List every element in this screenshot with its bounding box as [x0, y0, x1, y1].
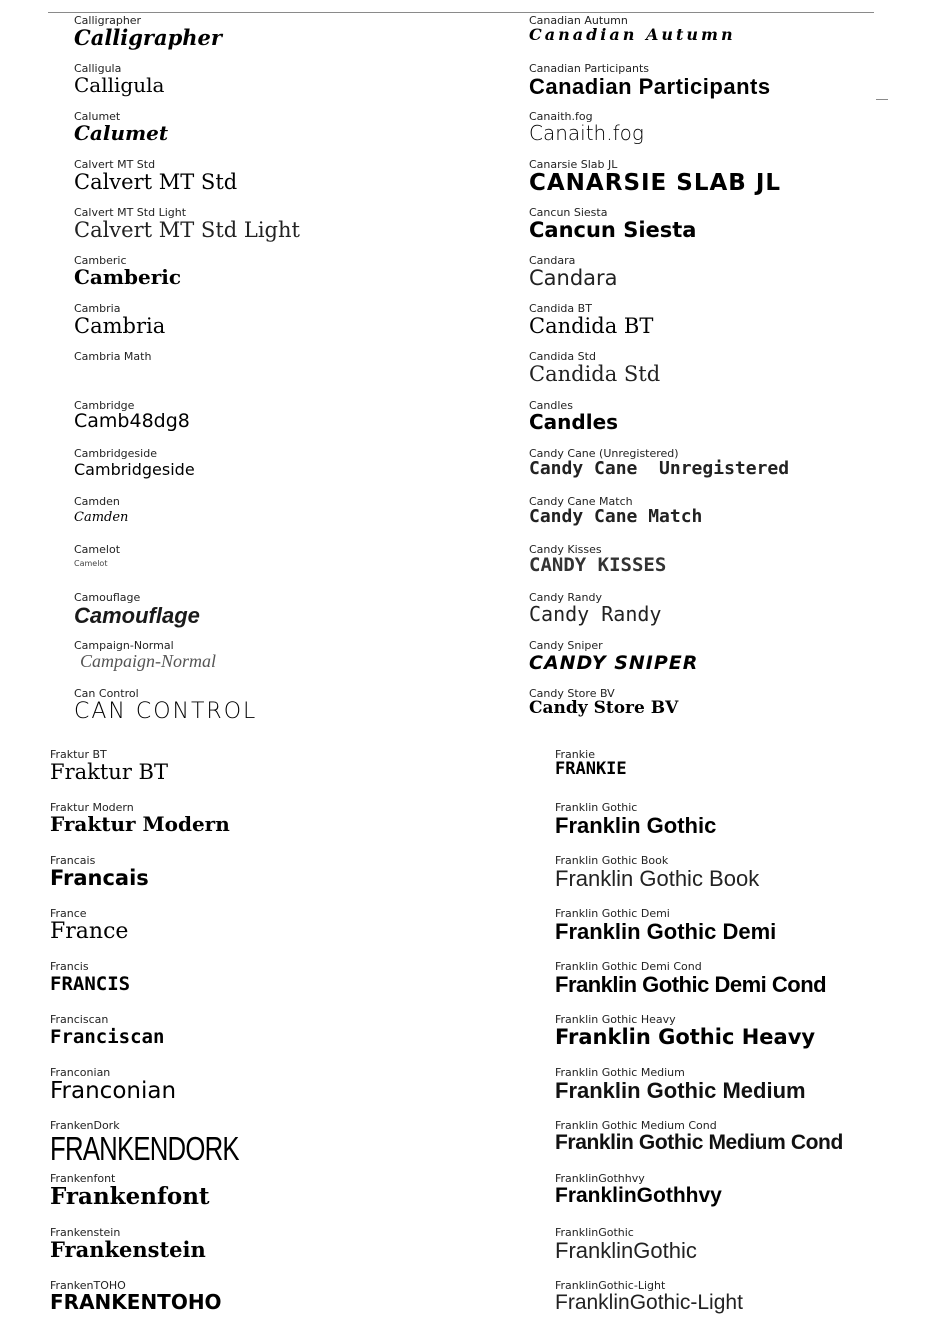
font-sample: CAN CONTROL — [74, 699, 258, 724]
font-entry-camouflage — [74, 592, 200, 627]
font-sample: Calvert MT Std Light — [74, 218, 300, 242]
font-sample: FRANKIE — [555, 759, 627, 779]
font-name: Canadian Participants — [529, 62, 649, 75]
font-name: Candida Std — [529, 350, 596, 363]
font-name: Franciscan — [50, 1013, 109, 1026]
font-entry-camelot — [74, 544, 120, 568]
font-name: Frankenstein — [50, 1226, 121, 1239]
font-entry-cancun-siesta — [529, 207, 696, 241]
font-entry-frankendork — [50, 1120, 292, 1167]
font-entry-candles — [529, 400, 618, 433]
font-entry-cambridge — [74, 400, 190, 432]
font-name: Franconian — [50, 1066, 111, 1079]
font-entry-franklin-gothic-book — [555, 855, 759, 890]
font-sample: Franklin Gothic Demi Cond — [555, 972, 827, 997]
font-sample: Cambridgeside — [74, 460, 195, 479]
font-sample: Franklin Gothic — [555, 813, 717, 838]
font-name: Franklin Gothic Book — [555, 854, 669, 867]
font-sample: Camberic — [74, 265, 182, 289]
font-sample: FRANCIS — [50, 973, 131, 995]
font-name: Candy Cane Match — [529, 495, 633, 508]
font-sample: Calligrapher — [74, 25, 222, 50]
font-name: Cancun Siesta — [529, 206, 608, 219]
font-name: Canarsie Slab JL — [529, 158, 618, 171]
font-entry-franklin-gothic-medium — [555, 1067, 806, 1102]
font-name: France — [50, 907, 87, 920]
font-name: Fraktur BT — [50, 748, 107, 761]
font-name: Franklin Gothic Demi — [555, 907, 670, 920]
font-sample: Calvert MT Std — [74, 170, 238, 194]
font-entry-candy-cane-unregistered — [529, 448, 789, 479]
font-sample: FRANKENTOHO — [50, 1290, 222, 1314]
font-entry-camden — [74, 496, 128, 525]
font-sample: Franklin Gothic Book — [555, 866, 760, 891]
font-name: Cambria Math — [74, 350, 152, 363]
font-sample: Camden — [74, 510, 129, 525]
font-sample: Frankenstein — [50, 1237, 206, 1262]
margin-dash — [876, 99, 888, 100]
font-entry-cambridgeside — [74, 448, 195, 479]
font-sample: CANDY SNIPER — [529, 652, 699, 674]
font-sample: Cambria — [74, 314, 166, 338]
font-name: Canadian Autumn — [529, 14, 628, 27]
font-name: Frankie — [555, 748, 595, 761]
font-entry-franklin-gothic-heavy — [555, 1014, 815, 1048]
font-sample: Frankenfont — [50, 1183, 210, 1210]
font-sample: Canadian Autumn — [529, 25, 736, 44]
font-name: Camouflage — [74, 591, 141, 604]
font-entry-campaign-normal — [74, 640, 216, 671]
font-entry-canadian-participants — [529, 63, 771, 98]
font-sample: Franciscan — [50, 1026, 165, 1048]
font-name: Calumet — [74, 110, 121, 123]
font-entry-franklingothic-light — [555, 1280, 743, 1314]
font-name: Cambridgeside — [74, 447, 157, 460]
font-name: Campaign-Normal — [74, 639, 174, 652]
font-entry-franciscan — [50, 1014, 164, 1048]
font-entry-calvert-mt-std — [74, 159, 237, 193]
font-entry-fraktur-modern — [50, 802, 230, 835]
font-sample: Franklin Gothic Medium — [555, 1078, 806, 1103]
font-name: Candy Kisses — [529, 543, 602, 556]
font-name: Canaith.fog — [529, 110, 593, 123]
font-entry-canadian-autumn — [529, 15, 736, 44]
font-sample: FranklinGothhvy — [555, 1184, 722, 1207]
font-sample: CANDY KISSES — [529, 554, 667, 576]
font-name: Cambria — [74, 302, 121, 315]
font-sample: Camelot — [74, 559, 108, 568]
font-name: Cambridge — [74, 399, 135, 412]
font-sample: Franklin Gothic Heavy — [555, 1025, 816, 1049]
font-name: Calvert MT Std — [74, 158, 156, 171]
font-sample: FranklinGothic — [555, 1238, 697, 1263]
font-entry-can-control — [74, 688, 257, 723]
font-sample: Canaith.fog — [529, 121, 644, 145]
font-sample: Candy Randy — [529, 602, 662, 626]
font-sample: Candida BT — [529, 314, 654, 338]
font-name: FrankenTOHO — [50, 1279, 126, 1292]
font-entry-frankie — [555, 749, 627, 779]
font-name: Calvert MT Std Light — [74, 206, 187, 219]
font-sample: Franconian — [50, 1078, 177, 1104]
font-sample: France — [50, 919, 129, 944]
font-entry-frankenstein — [50, 1227, 206, 1261]
font-entry-francais — [50, 855, 149, 889]
font-entry-franklingothhvy — [555, 1173, 722, 1207]
font-entry-candy-kisses — [529, 544, 666, 576]
font-name: Candy Store BV — [529, 687, 615, 700]
font-name: Franklin Gothic Heavy — [555, 1013, 676, 1026]
font-entry-candy-randy — [529, 592, 661, 625]
font-sample: Camouflage — [74, 603, 200, 628]
font-sample: Candida Std — [529, 362, 661, 386]
top-rule — [48, 12, 874, 13]
font-entry-canaith-fog — [529, 111, 644, 144]
font-entry-franklingothic — [555, 1227, 697, 1262]
font-entry-franklin-gothic — [555, 802, 716, 837]
font-entry-francis — [50, 961, 130, 995]
font-name: Calligula — [74, 62, 122, 75]
font-sample: Campaign-Normal — [80, 651, 217, 671]
font-entry-candida-bt — [529, 303, 653, 337]
font-entry-cambria-math — [74, 351, 151, 363]
font-sample: Franklin Gothic Demi — [555, 919, 777, 944]
font-name: Can Control — [74, 687, 139, 700]
font-entry-franklin-gothic-demi-cond — [555, 961, 826, 996]
font-name: Frankenfont — [50, 1172, 116, 1185]
font-entry-camberic — [74, 255, 181, 288]
font-sample: Calumet — [74, 121, 169, 145]
font-name: Candy Sniper — [529, 639, 603, 652]
font-name: Franklin Gothic Demi Cond — [555, 960, 702, 973]
font-sample: Canadian Participants — [529, 74, 771, 99]
font-entry-calligrapher — [74, 15, 222, 49]
font-entry-franklin-gothic-medium-cond — [555, 1120, 843, 1154]
font-name: FranklinGothhvy — [555, 1172, 645, 1185]
font-name: Camelot — [74, 543, 121, 556]
font-sample: CANARSIE SLAB JL — [529, 170, 782, 196]
font-entry-frankentoho — [50, 1280, 222, 1313]
font-entry-fraktur-bt — [50, 749, 168, 783]
font-name: Franklin Gothic — [555, 801, 638, 814]
font-name: Candy Randy — [529, 591, 602, 604]
font-name: Francis — [50, 960, 89, 973]
font-name: Calligrapher — [74, 14, 142, 27]
font-entry-candy-cane-match — [529, 496, 702, 527]
font-name: Francais — [50, 854, 96, 867]
font-name: Candles — [529, 399, 573, 412]
font-sample: Candy Cane Match — [529, 506, 703, 527]
font-entry-candara — [529, 255, 618, 289]
font-entry-frankenfont — [50, 1173, 210, 1209]
font-entry-candy-sniper — [529, 640, 698, 674]
font-sample: Candles — [529, 410, 619, 434]
font-name: Franklin Gothic Medium — [555, 1066, 685, 1079]
font-name: FrankenDork — [50, 1119, 120, 1132]
font-entry-franconian — [50, 1067, 176, 1103]
font-sample: FranklinGothic-Light — [555, 1291, 743, 1314]
font-name: FranklinGothic — [555, 1226, 634, 1239]
font-name: Franklin Gothic Medium Cond — [555, 1119, 717, 1132]
font-sample: Camb48dg8 — [74, 410, 190, 432]
font-sample: Candy Cane Unregistered — [529, 458, 790, 479]
font-entry-candida-std — [529, 351, 660, 385]
font-entry-calvert-mt-std-light — [74, 207, 300, 241]
font-name: Candara — [529, 254, 576, 267]
font-entry-france — [50, 908, 128, 943]
font-name: Candy Cane (Unregistered) — [529, 447, 679, 460]
font-sample: Francais — [50, 866, 149, 890]
font-sample: Calligula — [74, 73, 165, 97]
font-sample: Candara — [529, 266, 618, 290]
font-entry-candy-store-bv — [529, 688, 678, 718]
font-sample: Candy Store BV — [529, 698, 679, 718]
font-entry-calumet — [74, 111, 168, 144]
font-name: Candida BT — [529, 302, 592, 315]
font-name: Camberic — [74, 254, 127, 267]
font-entry-canarsie-slab-jl — [529, 159, 781, 195]
font-sample: Franklin Gothic Medium Cond — [555, 1131, 843, 1154]
font-sample: Cancun Siesta — [529, 218, 697, 242]
font-sample: FRANKENDORK — [50, 1130, 239, 1167]
font-entry-calligula — [74, 63, 164, 96]
font-sample: Fraktur BT — [50, 760, 168, 784]
font-name: Fraktur Modern — [50, 801, 134, 814]
font-entry-franklin-gothic-demi — [555, 908, 776, 943]
font-entry-cambria — [74, 303, 165, 337]
font-name: FranklinGothic-Light — [555, 1279, 666, 1292]
font-name: Camden — [74, 495, 120, 508]
font-sample: Fraktur Modern — [50, 812, 230, 836]
